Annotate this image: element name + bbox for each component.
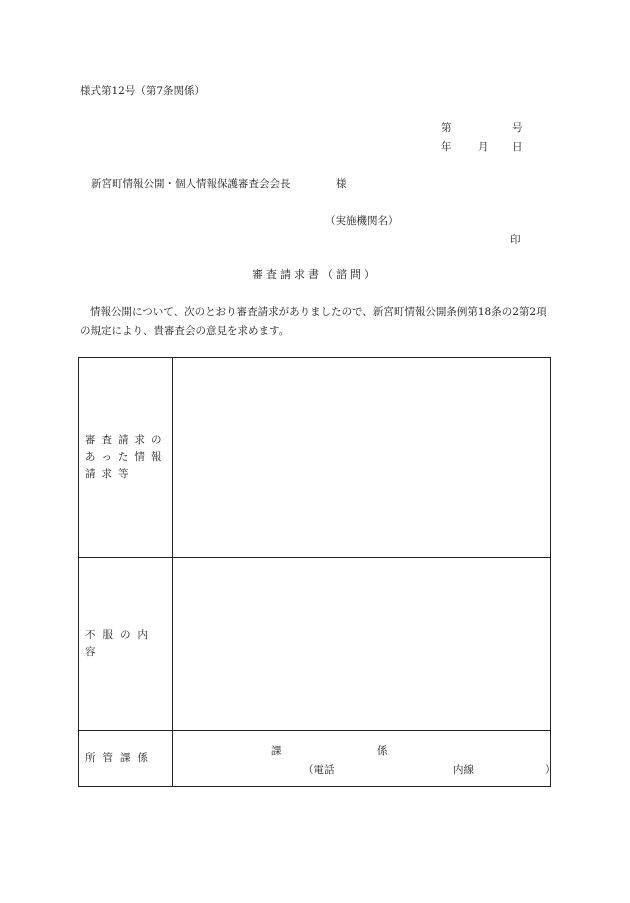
request-table [78, 357, 556, 787]
section-label: 課 [271, 745, 282, 757]
date-day-label: 日 [512, 141, 523, 153]
agency-label: （実施機関名） [325, 215, 399, 227]
form-id: 様式第12号（第7条関係） [80, 85, 206, 97]
date-month-label: 月 [478, 141, 489, 153]
phone-label: （電話 [303, 764, 335, 776]
table-row [79, 558, 551, 731]
body-paragraph [80, 303, 555, 341]
table-row [79, 358, 551, 558]
table-row [79, 731, 551, 787]
addressee-honorific: 様 [336, 178, 347, 190]
doc-number-suffix: 号 [512, 122, 523, 134]
extension-label: 内線 [453, 764, 474, 776]
row-label-request: 審査請求のあった情報請求等 [79, 358, 173, 558]
document-title: 審査請求書（諮問） [252, 268, 378, 281]
row-label-department: 所管課係 [79, 731, 173, 787]
subsection-label: 係 [377, 745, 388, 757]
seal-label: 印 [510, 234, 521, 246]
request-content-cell[interactable] [173, 358, 551, 558]
row-label-complaint: 不服の内容 [79, 558, 173, 731]
complaint-content-cell[interactable] [173, 558, 551, 731]
date-year-label: 年 [441, 141, 452, 153]
close-paren: ） [545, 764, 556, 776]
department-contact-cell[interactable] [173, 731, 556, 787]
addressee-name: 新宮町情報公開・個人情報保護審査会会長 [91, 178, 291, 190]
doc-number-prefix: 第 [441, 122, 452, 134]
body-text: 情報公開について、次のとおり審査請求がありましたので、新宮町情報公開条例第18条の2第2項の規定により、貴審査会の意見を求めます。 [80, 306, 547, 337]
